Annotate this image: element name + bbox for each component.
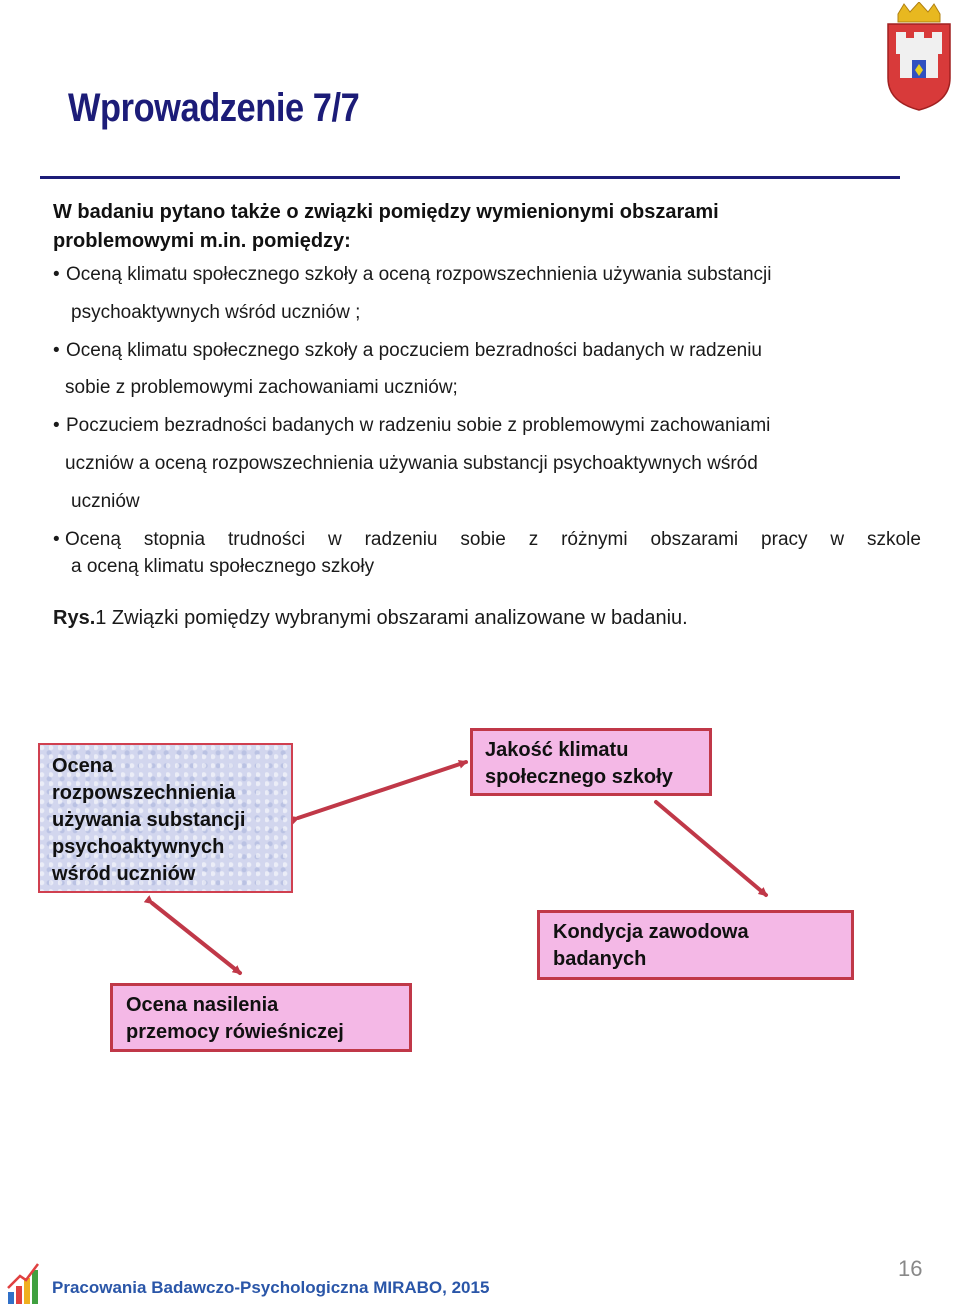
- bullet-word: w: [830, 529, 845, 550]
- bullet-text: Oceną klimatu społecznego szkoły a poczuciem bezradności badanych w radzeniu: [66, 340, 762, 361]
- bullet-word: stopnia: [143, 529, 206, 550]
- bullet-continuation: psychoaktywnych wśród uczniów ;: [71, 302, 361, 323]
- box-line: badanych: [553, 948, 647, 970]
- box-peer-violence: [110, 983, 412, 1052]
- bullet-word: obszarami: [650, 529, 739, 550]
- bullet-dot: •: [53, 340, 60, 361]
- bullet-word: szkole: [867, 529, 921, 550]
- intro-line: W badaniu pytano także o związki pomiędzy wymienionymi obszarami: [53, 201, 719, 223]
- box-line: Ocena nasilenia: [126, 994, 279, 1016]
- box-line: Jakość klimatu: [485, 739, 629, 761]
- bullet-dot: •: [53, 529, 60, 550]
- mirabo-logo-icon: [6, 1262, 40, 1306]
- arrow-a-b: [298, 762, 466, 818]
- bullet-dot: •: [53, 415, 60, 436]
- box-line: Kondycja zawodowa: [553, 921, 749, 943]
- bullet-text: Oceną klimatu społecznego szkoły a oceną rozpowszechnienia używania substancji: [66, 264, 772, 285]
- bullet-word: sobie: [460, 529, 506, 550]
- box-substance-use: [38, 743, 293, 893]
- arrow-b-c: [656, 802, 766, 895]
- bullet-word: z: [528, 529, 539, 550]
- bullet-word: pracy: [761, 529, 808, 550]
- intro-line: problemowymi m.in. pomiędzy:: [53, 230, 351, 252]
- bullet-continuation: uczniów a oceną rozpowszechnienia używania substancji psychoaktywnych wśród: [65, 453, 758, 474]
- bullet-word: różnymi: [561, 529, 628, 550]
- caption-prefix: Rys.: [53, 607, 96, 629]
- bullet-dot: •: [53, 264, 60, 285]
- bullet-continuation: uczniów: [71, 491, 140, 512]
- box-line: wśród uczniów: [52, 863, 196, 885]
- box-professional-condition: [537, 910, 854, 980]
- bullet-continuation: sobie z problemowymi zachowaniami uczniów;: [65, 377, 458, 398]
- caption-text: 1 Związki pomiędzy wybranymi obszarami analizowane w badaniu.: [95, 607, 688, 629]
- bullet-text: Poczuciem bezradności badanych w radzeniu sobie z problemowymi zachowaniami: [66, 415, 771, 436]
- bullet-word: w: [327, 529, 342, 550]
- bullet-word: • Oceną: [53, 529, 121, 550]
- box-line: przemocy rówieśniczej: [126, 1021, 344, 1043]
- box-line: rozpowszechnienia: [52, 782, 236, 804]
- page-title: Wprowadzenie 7/7: [68, 86, 360, 130]
- box-line: społecznego szkoły: [485, 766, 673, 788]
- box-line: psychoaktywnych: [52, 836, 225, 858]
- box-line: używania substancji: [52, 809, 246, 831]
- box-school-climate: [470, 728, 712, 796]
- arrow-a-d: [152, 903, 240, 973]
- bullet-word: radzeniu: [364, 529, 438, 550]
- bullet-word: trudności: [227, 529, 306, 550]
- bullet-continuation: a oceną klimatu społecznego szkoły: [71, 556, 375, 577]
- page-number: 16: [898, 1256, 923, 1281]
- footer-organization: Pracowania Badawczo-Psychologiczna MIRABO, 2015: [52, 1278, 490, 1297]
- box-line: Ocena: [52, 755, 114, 777]
